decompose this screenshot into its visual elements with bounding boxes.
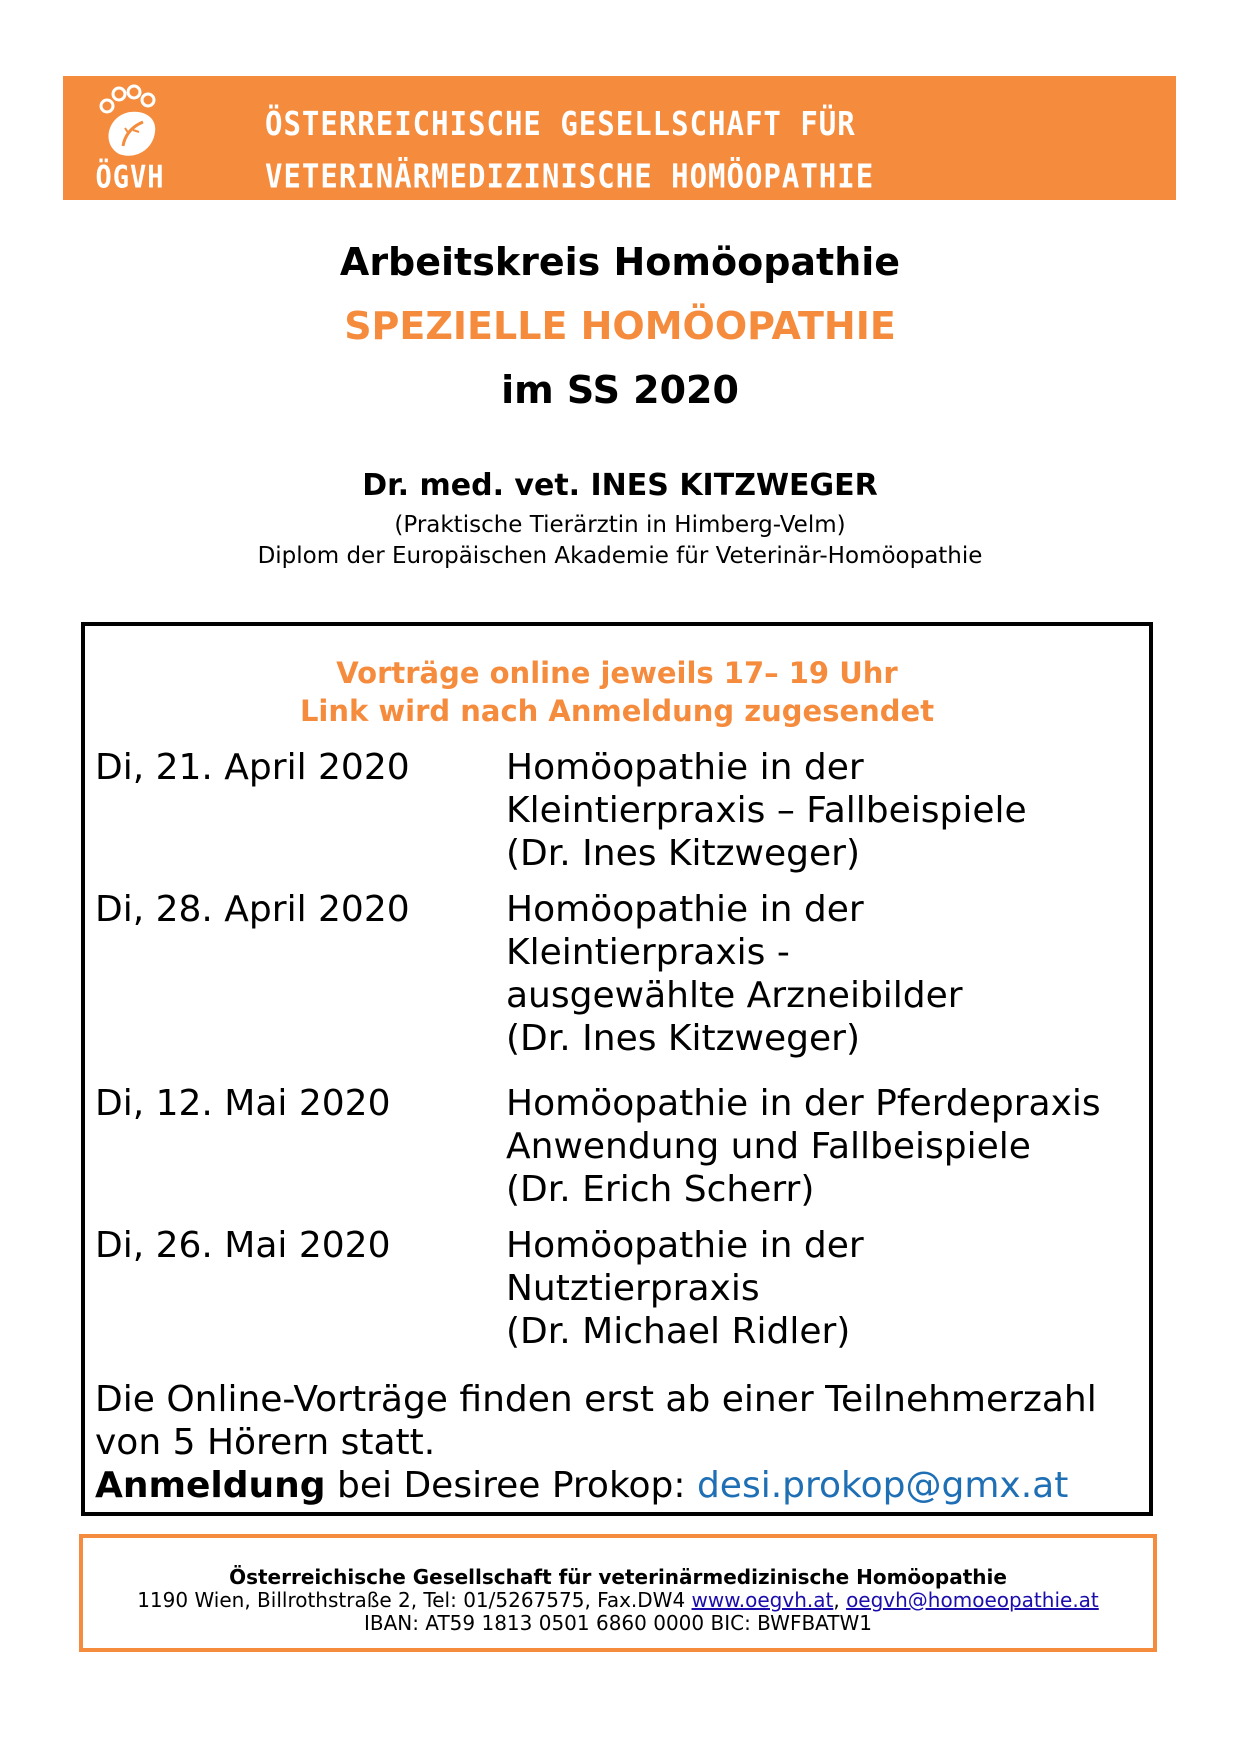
session-topic-line: Kleintierpraxis – Fallbeispiele <box>506 790 1027 831</box>
signup-line <box>95 1464 1097 1507</box>
header-banner <box>63 76 1176 200</box>
footer-bank: IBAN: AT59 1813 0501 6860 0000 BIC: BWFBATW1 <box>363 1611 873 1635</box>
schedule-time-note: Vorträge online jeweils 17– 19 Uhr <box>336 656 898 690</box>
session-topic <box>506 746 1027 875</box>
footer-separator: , <box>833 1588 847 1612</box>
session-speaker: (Dr. Ines Kitzweger) <box>506 833 860 874</box>
schedule-box <box>81 622 1153 1516</box>
session-topic <box>506 888 963 1060</box>
session-date: Di, 28. April 2020 <box>95 889 410 930</box>
term-label: im SS 2020 <box>501 368 739 412</box>
signup-email-link[interactable]: desi.prokop@gmx.at <box>696 1465 1069 1506</box>
session-date: Di, 21. April 2020 <box>95 747 410 788</box>
session-topic-line: Anwendung und Fallbeispiele <box>506 1126 1031 1167</box>
session-speaker: (Dr. Michael Ridler) <box>506 1311 851 1352</box>
footer-box <box>79 1534 1157 1652</box>
participation-note <box>95 1378 1097 1507</box>
signup-label: Anmeldung <box>95 1465 326 1506</box>
page-subtitle: SPEZIELLE HOMÖOPATHIE <box>344 304 896 348</box>
society-name-line-2: VETERINÄRMEDIZINISCHE HOMÖOPATHIE <box>265 157 875 196</box>
session-topic-line: Nutztierpraxis <box>506 1268 760 1309</box>
footer-email-link[interactable]: oegvh@homoeopathie.at <box>846 1588 1099 1612</box>
paw-leaf-icon <box>95 84 165 164</box>
session-topic-line: Homöopathie in der <box>506 747 864 788</box>
participation-note-line-2: von 5 Hörern statt. <box>95 1422 436 1463</box>
footer-web-link[interactable]: www.oegvh.at <box>691 1588 834 1612</box>
participation-note-line-1: Die Online-Vorträge finden erst ab einer Teilnehmerzahl <box>95 1379 1097 1420</box>
session-topic-line: Homöopathie in der <box>506 889 864 930</box>
speaker-name: Dr. med. vet. INES KITZWEGER <box>362 468 878 503</box>
schedule-link-note: Link wird nach Anmeldung zugesendet <box>299 694 935 728</box>
logo-text: ÖGVH <box>95 159 165 196</box>
speaker-role: (Praktische Tierärztin in Himberg-Velm) <box>394 512 846 538</box>
session-date: Di, 26. Mai 2020 <box>95 1225 391 1266</box>
session-speaker: (Dr. Ines Kitzweger) <box>506 1018 860 1059</box>
session-topic-line: ausgewählte Arzneibilder <box>506 975 963 1016</box>
ogvh-logo <box>85 82 175 194</box>
footer-org-name: Österreichische Gesellschaft für veterinärmedizinische Homöopathie <box>229 1565 1007 1589</box>
society-name-line-1: ÖSTERREICHISCHE GESELLSCHAFT FÜR <box>265 104 856 143</box>
session-topic-line: Homöopathie in der Pferdepraxis <box>506 1083 1101 1124</box>
session-speaker: (Dr. Erich Scherr) <box>506 1169 815 1210</box>
session-topic-line: Homöopathie in der <box>506 1225 864 1266</box>
footer-contact <box>83 1589 1153 1612</box>
speaker-diploma: Diplom der Europäischen Akademie für Veterinär-Homöopathie <box>257 543 983 569</box>
page-title: Arbeitskreis Homöopathie <box>339 240 901 284</box>
society-name <box>265 98 874 203</box>
footer-address: 1190 Wien, Billrothstraße 2, Tel: 01/5267575, Fax.DW4 <box>137 1588 692 1612</box>
session-date: Di, 12. Mai 2020 <box>95 1083 391 1124</box>
session-topic <box>506 1224 864 1353</box>
signup-text: bei Desiree Prokop: <box>325 1465 697 1506</box>
session-topic <box>506 1082 1101 1211</box>
session-topic-line: Kleintierpraxis - <box>506 932 790 973</box>
